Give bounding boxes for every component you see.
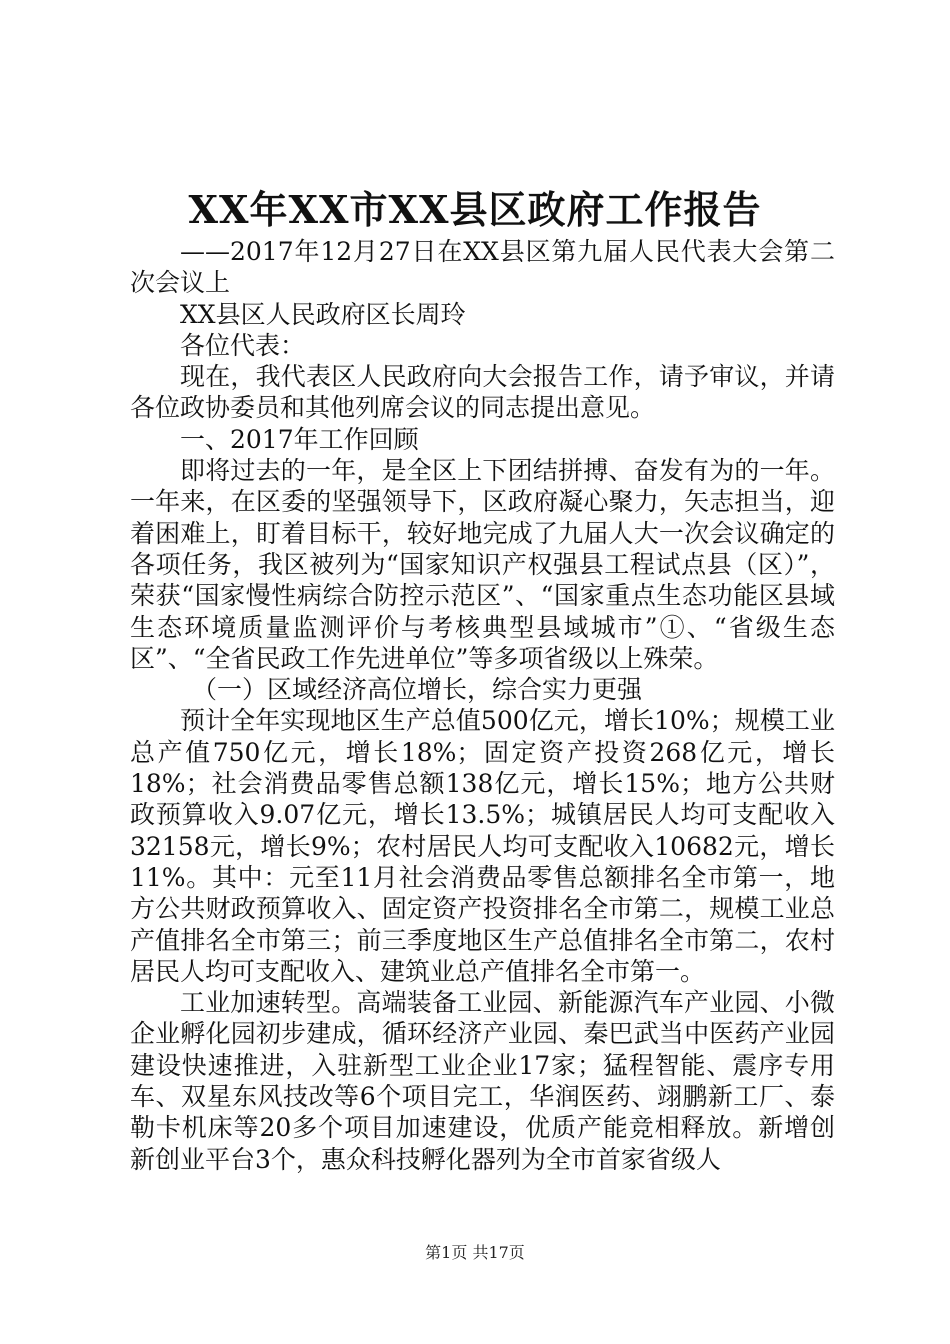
document-title: XX年XX市XX县区政府工作报告 xyxy=(188,187,762,232)
review-paragraph: 即将过去的一年，是全区上下团结拼搏、奋发有为的一年。一年来，在区委的坚强领导下，区政府凝心聚力，矢志担当，迎着困难上，盯着目标干，较好地完成了九届人大一次会议确定的各项任务，我区被列为“国家知识产权强县工程试点县（区）”，荣获“国家慢性病综合防控示范区”、“国家重点生态功能区县域生态环境质量监测评价与考核典型县域城市”①、“省级生态区”、“全省民政工作先进单位”等多项省级以上殊荣。 xyxy=(130,456,835,673)
subsection-heading: （一）区域经济高位增长，综合实力更强 xyxy=(192,675,643,705)
economy-paragraph: 预计全年实现地区生产总值500亿元，增长10%；规模工业总产值750亿元，增长18%；固定资产投资268亿元，增长18%；社会消费品零售总额138亿元，增长15%；地方公共财政预算收入9.07亿元，增长13.5%；城镇居民人均可支配收入32158元，增长9%；农村居民人均可支配收入10682元，增长11%。其中：元至11月社会消费品零售总额排名全市第一，地方公共财政预算收入、固定资产投资排名全市第二，规模工业总产值排名全市第三；前三季度地区生产总值排名全市第二，农村居民人均可支配收入、建筑业总产值排名全市第一。 xyxy=(130,706,835,986)
intro-paragraph: 现在，我代表区人民政府向大会报告工作，请予审议，并请各位政协委员和其他列席会议的同志提出意见。 xyxy=(130,362,835,423)
industry-paragraph: 工业加速转型。高端装备工业园、新能源汽车产业园、小微企业孵化园初步建成，循环经济产业园、秦巴武当中医药产业园建设快速推进，入驻新型工业企业17家；猛程智能、震序专用车、双星东风技改等6个项目完工，华润医药、翊鹏新工厂、泰勒卡机床等20多个项目加速建设，优质产能竞相释放。新增创新创业平台3个，惠众科技孵化器列为全市首家省级人 xyxy=(130,988,835,1174)
page-footer: 第1页 共17页 xyxy=(425,1243,525,1262)
subtitle-paragraph: ——2017年12月27日在XX县区第九届人民代表大会第二次会议上 xyxy=(130,237,835,298)
salutation: 各位代表： xyxy=(180,330,306,360)
section-heading: 一、2017年工作回顾 xyxy=(180,424,419,454)
author-line: XX县区人民政府区长周玲 xyxy=(180,299,466,329)
document-body xyxy=(130,236,835,1175)
